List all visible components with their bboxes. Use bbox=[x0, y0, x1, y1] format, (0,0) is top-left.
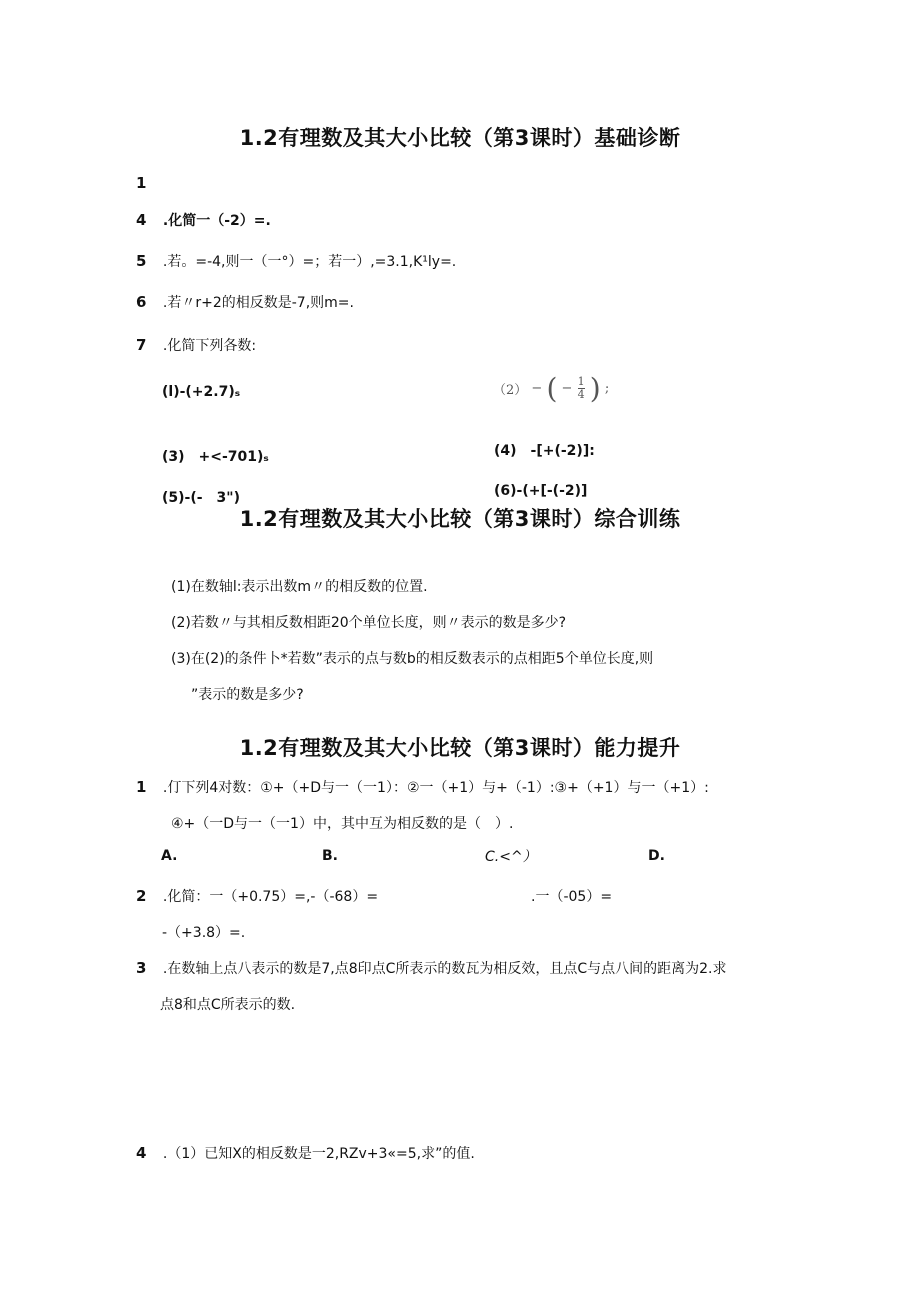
right-paren-icon: ) bbox=[589, 372, 601, 405]
option-c: C.<^） bbox=[485, 849, 537, 865]
question-text: .化简一（-2）=. bbox=[162, 213, 271, 229]
section1-title: 1.2有理数及其大小比较（第3课时）基础诊断 bbox=[239, 126, 681, 150]
question-number: 2 bbox=[136, 887, 147, 905]
fraction-numerator: 1 bbox=[577, 375, 585, 388]
question-text: .化简：一（+0.75）=,-（-68）= bbox=[162, 889, 379, 905]
option-a: A. bbox=[161, 848, 178, 864]
ability-question-3 bbox=[136, 958, 727, 978]
left-paren-icon: ( bbox=[546, 372, 558, 405]
semicolon: ; bbox=[604, 381, 610, 396]
part-3-continued: ”表示的数是多少? bbox=[191, 687, 304, 703]
ability-question-2 bbox=[136, 886, 378, 906]
subquestion-5-cut: (5)-(- 3") bbox=[162, 490, 240, 506]
question-4 bbox=[136, 210, 271, 230]
option-d: D. bbox=[648, 848, 665, 864]
question-7 bbox=[136, 335, 256, 355]
subquestion-1: (l)-(+2.7)ₛ bbox=[162, 384, 241, 400]
section2-title: 1.2有理数及其大小比较（第3课时）综合训练 bbox=[239, 507, 681, 531]
question-text: .（1）已知X的相反数是一2,RZv+3«=5,求”的值. bbox=[162, 1146, 475, 1162]
section3-title: 1.2有理数及其大小比较（第3课时）能力提升 bbox=[239, 736, 681, 760]
q1-number: 1 bbox=[136, 174, 147, 192]
part-1: (1)在数轴l:表示出数m〃的相反数的位置. bbox=[171, 579, 428, 595]
question-5 bbox=[136, 251, 456, 271]
question-number: 1 bbox=[136, 778, 147, 796]
question-text: .化简下列各数: bbox=[162, 338, 257, 354]
question-number: 4 bbox=[136, 211, 147, 229]
question-number: 3 bbox=[136, 959, 147, 977]
ability-question-2-line2: -（+3.8）=. bbox=[162, 925, 246, 941]
question-number: 5 bbox=[136, 252, 147, 270]
minus-sign: − bbox=[561, 381, 573, 396]
fraction-denominator: 4 bbox=[577, 388, 585, 401]
ability-question-2-part-b: .一（-05）= bbox=[531, 889, 613, 905]
question-number: 6 bbox=[136, 293, 147, 311]
question-text: .若〃r+2的相反数是-7,则m=. bbox=[162, 295, 354, 311]
ability-question-3-line2: 点8和点C所表示的数. bbox=[160, 997, 296, 1013]
part-3: (3)在(2)的条件卜*若数”表示的点与数b的相反数表示的点相距5个单位长度,则 bbox=[171, 651, 654, 667]
ability-question-4 bbox=[136, 1143, 475, 1163]
part-2: (2)若数〃与其相反数相距20个单位长度，则〃表示的数是多少? bbox=[171, 615, 567, 631]
subquestion-6-cut: (6)-(+[-(-2)] bbox=[494, 483, 588, 499]
question-text: .若。=-4,则一（一°）=；若一）,=3.1,K¹ly=. bbox=[162, 254, 457, 270]
subquestion-2 bbox=[493, 372, 609, 405]
question-text: .在数轴上点八表示的数是7,点8印点C所表示的数瓦为相反效，且点C与点八间的距离为2.求 bbox=[162, 961, 727, 977]
ability-question-1 bbox=[136, 777, 709, 797]
question-number: 4 bbox=[136, 1144, 147, 1162]
subquestion-3: (3) +<-701)ₛ bbox=[162, 449, 269, 465]
question-number: 7 bbox=[136, 336, 147, 354]
fraction bbox=[578, 376, 585, 401]
option-b: B. bbox=[322, 848, 338, 864]
question-6 bbox=[136, 292, 354, 312]
ability-question-1-line2: ④+（一D与一（一1）中，其中互为相反数的是（ ）. bbox=[171, 816, 514, 832]
subquestion-label: （2） bbox=[493, 383, 528, 398]
minus-sign: − bbox=[531, 381, 543, 396]
subquestion-4: (4) -[+(-2)]: bbox=[494, 443, 595, 459]
question-text: .仃下列4对数：①+（+D与一（一1）：②一（+1）与+（-1）:③+（+1）与一（+1）: bbox=[162, 780, 709, 796]
